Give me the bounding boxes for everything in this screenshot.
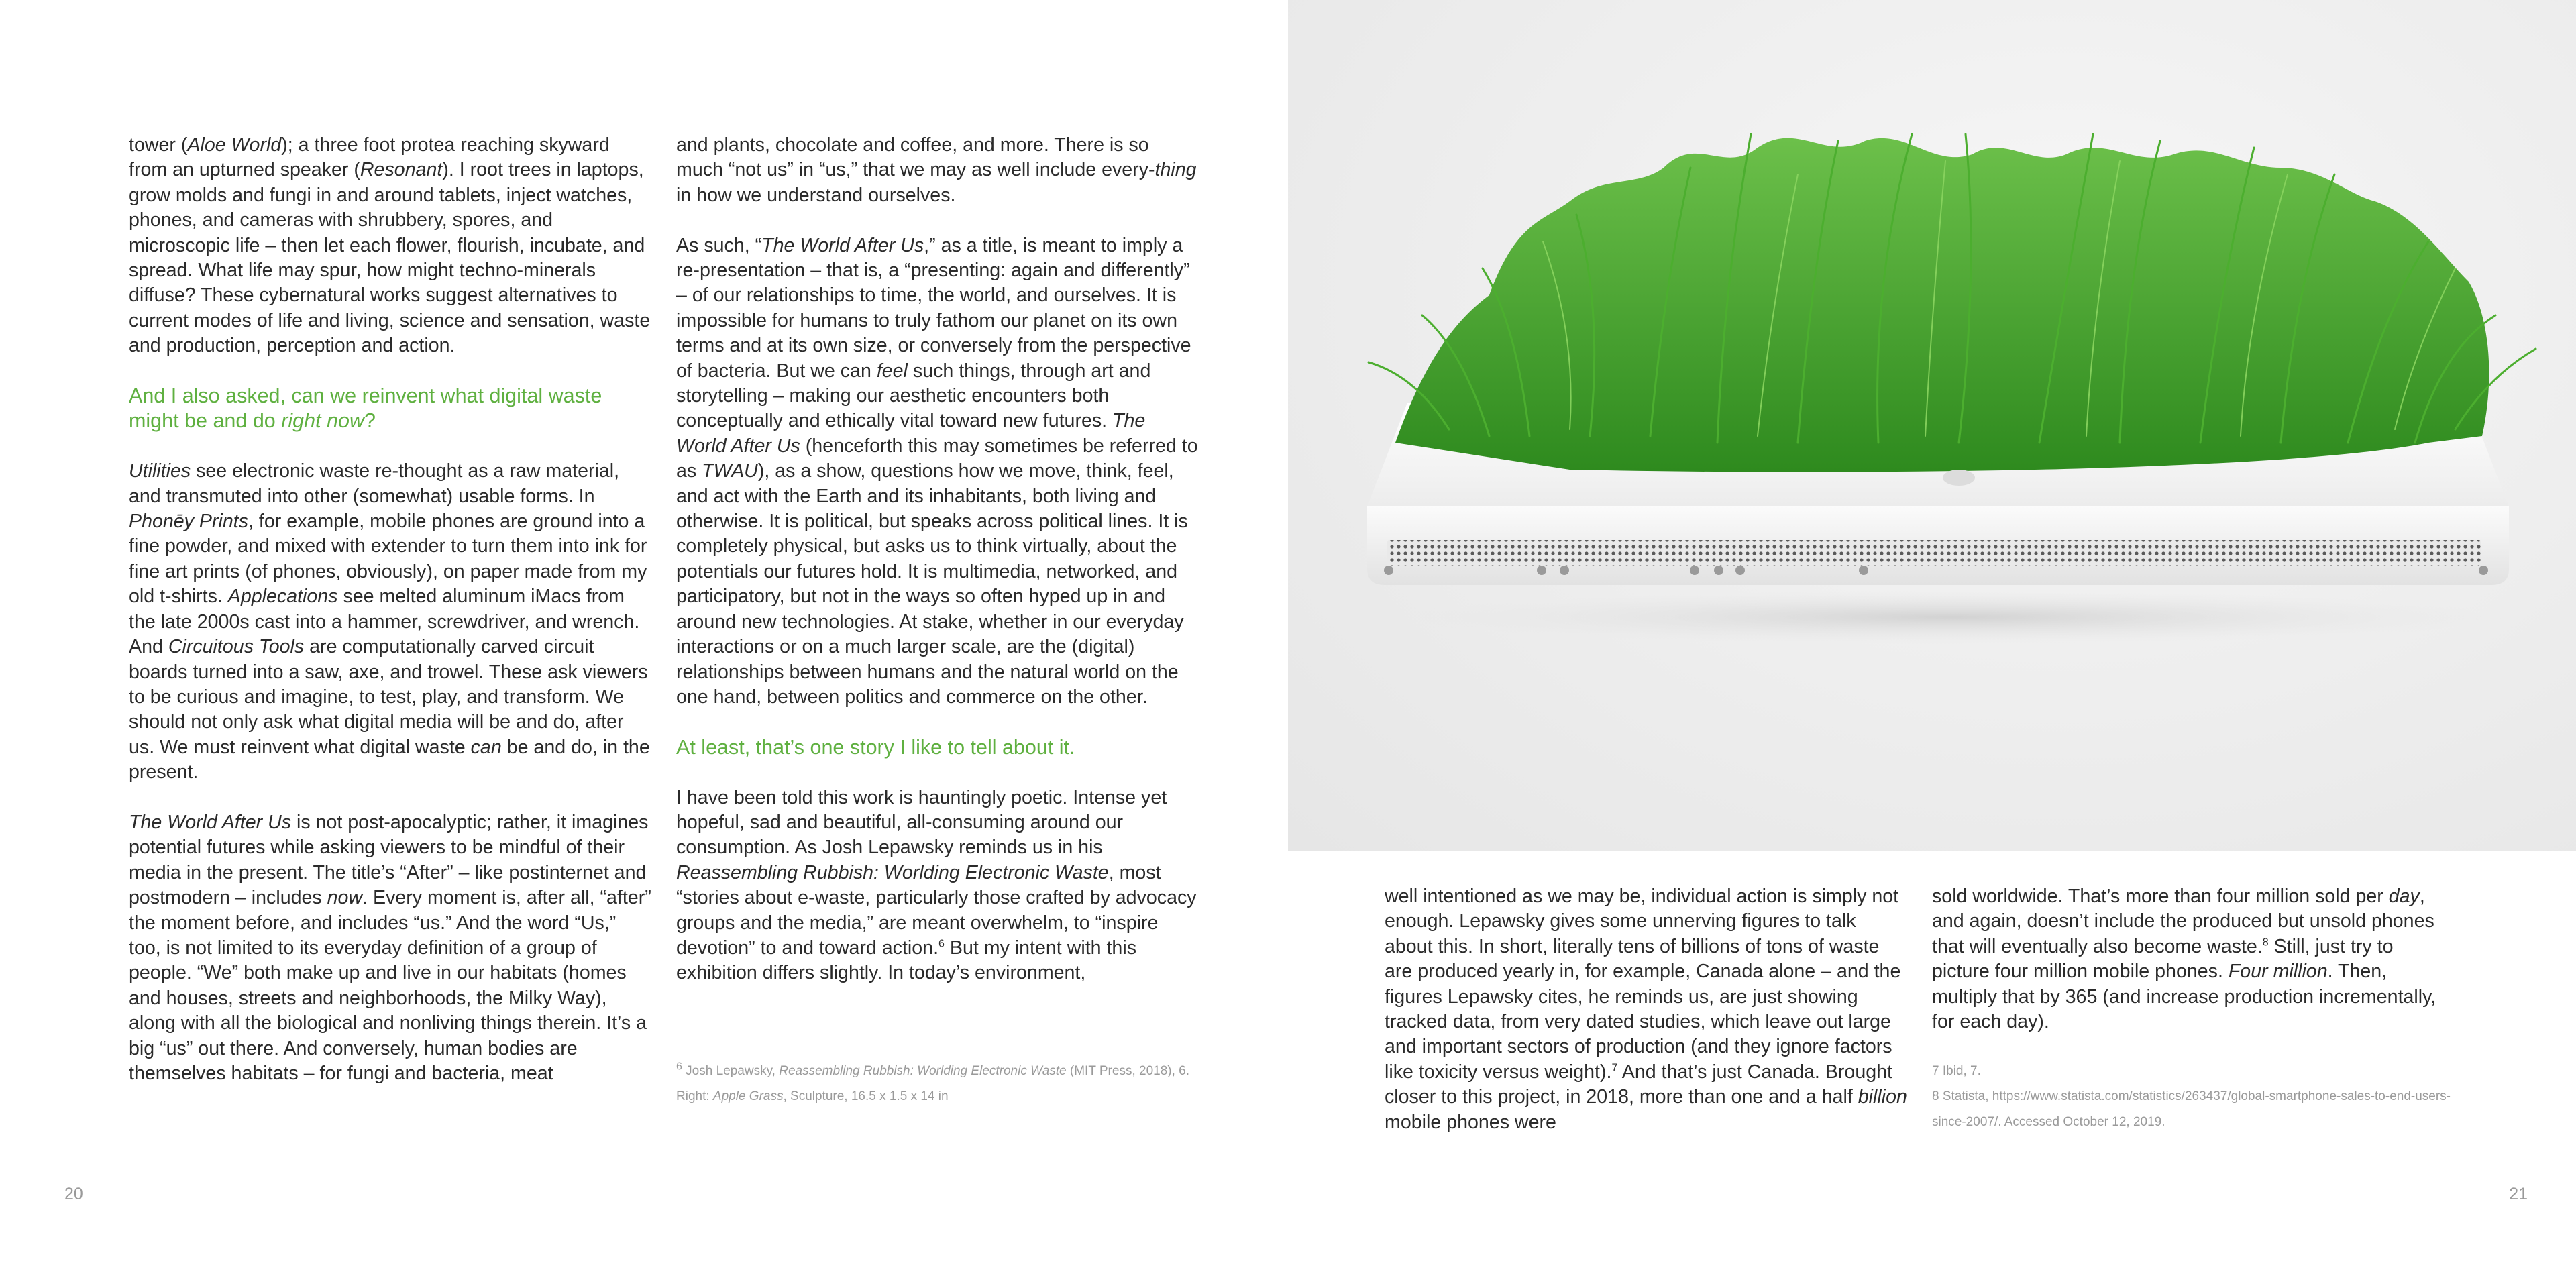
- footnote-ref: 7: [1611, 1062, 1618, 1074]
- vent-grille: [1387, 540, 2481, 566]
- page-number: 21: [2509, 1185, 2528, 1203]
- text-column-2: [676, 133, 1199, 986]
- case-shadow: [1402, 590, 2502, 644]
- footnotes-left: [676, 1059, 1199, 1110]
- paragraph: As such, “The World After Us,” as a title, is meant to imply a re-presentation – that is, a “presenting: again and differently” – of our relationships to time, the world, and ourselves. It is impossible for humans to truly fathom our planet on its own terms and at its own size, or conversely from the perspective of bacteria. But we can feel such things, through art and storytelling – making our aesthetic encounters both conceptually and ethically vital toward new futures. The World After Us (henceforth this may sometimes be referred to as TWAU), as a show, questions how we move, think, feel, and act with the Earth and its inhabitants, both living and otherwise. It is political, but speaks across political lines. It is completely physical, but asks us to think virtually, about the potentials our futures hold. It is multimedia, networked, and participatory, but not in the ways so often hyped up in and around new technologies. At stake, whether in our everyday interactions or on a much larger scale, are the (digital) relationships between humans and the natural world on the one hand, between politics and commerce on the other.: [676, 234, 1198, 708]
- text-column-3: [1385, 884, 1908, 1135]
- footnote: $^6$ Josh Lepawsky, Reassembling Rubbish: Worlding Electronic Waste (MIT Press, 2018), 6.: [676, 1061, 1190, 1078]
- footnote: 8 Statista, https://www.statista.com/statistics/263437/global-smartphone-sales-to-end-users-since-2007/. Accessed October 12, 2019.: [1932, 1089, 2451, 1129]
- pull-quote: At least, that’s one story I like to tell about it.: [676, 735, 1075, 759]
- grass: [1395, 138, 2489, 472]
- page-number: 20: [64, 1185, 83, 1203]
- paragraph: sold worldwide. That’s more than four million sold per day, and again, doesn’t include the produced but unsold phones that will eventually also become waste.$^8$ Still, just try to picture four million mobile phones. Four million. Then, multiply that by 365 (and increase production incrementally, for each day).: [1932, 885, 2436, 1033]
- artwork-photo: [1288, 0, 2576, 851]
- footnotes-right: [1932, 1059, 2455, 1135]
- text-column-1: [129, 133, 652, 1086]
- right-page: [1288, 0, 2576, 1288]
- grass-computer-illustration: [1288, 0, 2576, 851]
- footnote: 7 Ibid, 7.: [1932, 1064, 1981, 1078]
- paragraph: The World After Us is not post-apocalyptic; rather, it imagines potential futures while asking viewers to be mindful of their media in the present. The title’s “After” – like postinternet and postmodern – includes now. Every moment is, after all, “after” the moment before, and includes “us.” And the word “Us,” too, is not limited to its everyday definition of a group of people. “We” both make up and live in our habitats (homes and houses, streets and neighborhoods, the Milky Way), along with all the biological and nonliving things therein. It’s a big “us” out there. And conversely, human bodies are themselves habitats – for fungi and bacteria, meat: [129, 811, 651, 1084]
- footnote-ref: 6: [938, 938, 945, 950]
- paragraph: well intentioned as we may be, individual action is simply not enough. Lepawsky gives some unnerving figures to talk about this. In short, literally tens of billions of tons of waste are produced yearly in, for example, Canada alone – and the figures Lepawsky cites, he reminds us, are just showing tracked data, from very dated studies, which leave out large and important sectors of production (and they ignore factors like toxicity versus weight).$^7$ And that’s just Canada. Brought closer to this project, in 2018, more than one and a half billion mobile phones were: [1385, 885, 1907, 1133]
- image-caption: Right: Apple Grass, Sculpture, 16.5 x 1.5 x 14 in: [676, 1089, 949, 1104]
- paragraph: I have been told this work is hauntingly poetic. Intense yet hopeful, sad and beautiful, all-consuming around our consumption. As Josh Lepawsky reminds us in his Reassembling Rubbish: Worlding Electronic Waste, most “stories about e-waste, particularly those crafted by advocacy groups and the media,” are meant overwhelm, to “inspire devotion” to and toward action.$^6$ But my intent with this exhibition differs slightly. In today’s environment,: [676, 786, 1197, 984]
- text-column-4: [1932, 884, 2455, 1034]
- footnote-ref: 8: [2262, 936, 2269, 949]
- paragraph: and plants, chocolate and coffee, and more. There is so much “not us” in “us,” that we may as well include every-thing in how we understand ourselves.: [676, 134, 1197, 206]
- paragraph: Utilities see electronic waste re-thought as a raw material, and transmuted into other (somewhat) usable forms. In Phonēy Prints, for example, mobile phones are ground into a fine powder, and mixed with extender to turn them into ink for fine art prints (of phones, obviously), on paper made from my old t-shirts. Applecations see melted aluminum iMacs from the late 2000s cast into a hammer, screwdriver, and wrench. And Circuitous Tools are computationally carved circuit boards turned into a saw, axe, and trowel. These ask viewers to be curious and imagine, to test, play, and transform. We should not only ask what digital media will be and do, after us. We must reinvent what digital waste can be and do, in the present.: [129, 460, 650, 784]
- logo-mark: [1943, 470, 1975, 486]
- pull-quote: And I also asked, can we reinvent what digital waste might be and do right now?: [129, 384, 602, 433]
- paragraph: tower (Aloe World); a three foot protea reaching skyward from an upturned speaker (Resonant). I root trees in laptops, grow molds and fungi in and around tablets, inject watches, phones, and cameras with shrubbery, spores, and microscopic life – then let each flower, flourish, incubate, and spread. What life may spur, how might techno-minerals diffuse? These cybernatural works suggest alternatives to current modes of life and living, science and sensation, waste and production, perception and action.: [129, 134, 651, 357]
